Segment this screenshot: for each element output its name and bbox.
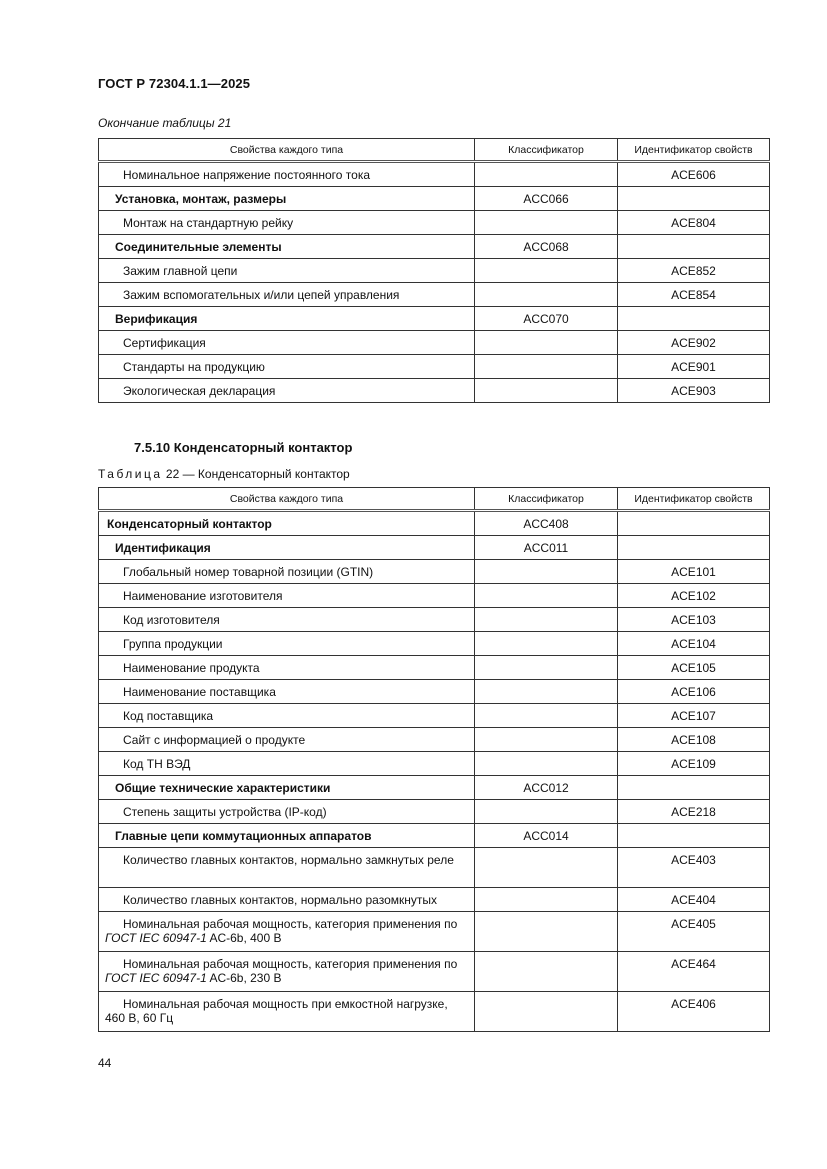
property-id-cell: ACE464 xyxy=(618,952,770,992)
classifier-cell xyxy=(475,560,618,584)
property-cell: Код изготовителя xyxy=(99,608,475,632)
column-header-property-id: Идентификатор свойств xyxy=(618,139,770,162)
property-id-cell: ACE101 xyxy=(618,560,770,584)
classifier-cell xyxy=(475,656,618,680)
property-id-cell: ACE403 xyxy=(618,848,770,888)
property-cell: Код ТН ВЭД xyxy=(99,752,475,776)
table-row xyxy=(99,584,770,608)
classifier-cell xyxy=(475,211,618,235)
property-id-cell: ACE406 xyxy=(618,992,770,1032)
table-row xyxy=(99,259,770,283)
property-cell: Группа продукции xyxy=(99,632,475,656)
property-id-cell: ACE901 xyxy=(618,355,770,379)
property-id-cell: ACE105 xyxy=(618,656,770,680)
property-cell: Наименование поставщика xyxy=(99,680,475,704)
property-cell: Зажим главной цепи xyxy=(99,259,475,283)
table-row xyxy=(99,728,770,752)
property-cell: Экологическая декларация xyxy=(99,379,475,403)
property-cell: Зажим вспомогательных и/или цепей управления xyxy=(99,283,475,307)
table-row xyxy=(99,355,770,379)
property-cell: Конденсаторный контактор xyxy=(99,511,475,536)
property-id-cell: ACE854 xyxy=(618,283,770,307)
property-id-cell: ACE903 xyxy=(618,379,770,403)
table-row xyxy=(99,632,770,656)
classifier-cell xyxy=(475,704,618,728)
classifier-cell: ACC408 xyxy=(475,511,618,536)
classifier-cell: ACC011 xyxy=(475,536,618,560)
property-cell xyxy=(99,912,475,952)
table-row xyxy=(99,511,770,536)
table-row xyxy=(99,187,770,211)
table-row xyxy=(99,704,770,728)
classifier-cell: ACC012 xyxy=(475,776,618,800)
property-cell: Номинальное напряжение постоянного тока xyxy=(99,162,475,187)
classifier-cell xyxy=(475,952,618,992)
table-row xyxy=(99,800,770,824)
property-id-cell xyxy=(618,536,770,560)
classifier-cell xyxy=(475,355,618,379)
property-cell: Сайт с информацией о продукте xyxy=(99,728,475,752)
property-id-cell: ACE405 xyxy=(618,912,770,952)
table-21 xyxy=(98,138,770,403)
property-text: Номинальная рабочая мощность, категория применения по xyxy=(123,917,458,931)
property-cell: Номинальная рабочая мощность при емкостной нагрузке, 460 В, 60 Гц xyxy=(99,992,475,1032)
property-cell: Соединительные элементы xyxy=(99,235,475,259)
section-heading: 7.5.10 Конденсаторный контактор xyxy=(134,440,353,455)
table-row xyxy=(99,307,770,331)
classifier-cell xyxy=(475,379,618,403)
table-row xyxy=(99,162,770,187)
classifier-cell: ACC066 xyxy=(475,187,618,211)
classifier-cell xyxy=(475,888,618,912)
property-id-cell: ACE404 xyxy=(618,888,770,912)
classifier-cell xyxy=(475,584,618,608)
property-cell: Глобальный номер товарной позиции (GTIN) xyxy=(99,560,475,584)
property-cell: Наименование изготовителя xyxy=(99,584,475,608)
table-row xyxy=(99,608,770,632)
property-cell: Код поставщика xyxy=(99,704,475,728)
table-row xyxy=(99,680,770,704)
table-row xyxy=(99,656,770,680)
classifier-cell xyxy=(475,752,618,776)
property-id-cell xyxy=(618,776,770,800)
classifier-cell xyxy=(475,848,618,888)
classifier-cell xyxy=(475,283,618,307)
table-row xyxy=(99,379,770,403)
property-cell: Общие технические характеристики xyxy=(99,776,475,800)
property-cell xyxy=(99,952,475,992)
column-header-property-id: Идентификатор свойств xyxy=(618,488,770,511)
table-header-row xyxy=(99,488,770,511)
property-text: Номинальная рабочая мощность, категория применения по xyxy=(123,957,458,971)
property-cell: Количество главных контактов, нормально разомкнутых xyxy=(99,888,475,912)
property-id-cell: ACE103 xyxy=(618,608,770,632)
property-id-cell: ACE606 xyxy=(618,162,770,187)
classifier-cell: ACC014 xyxy=(475,824,618,848)
table-row xyxy=(99,848,770,888)
table-caption-title: 22 — Конденсаторный контактор xyxy=(162,467,350,481)
column-header-classifier: Классификатор xyxy=(475,139,618,162)
property-text: AC-6b, 400 В xyxy=(206,931,282,945)
property-cell: Наименование продукта xyxy=(99,656,475,680)
table-row xyxy=(99,776,770,800)
table-row xyxy=(99,283,770,307)
property-id-cell: ACE218 xyxy=(618,800,770,824)
classifier-cell xyxy=(475,680,618,704)
classifier-cell xyxy=(475,162,618,187)
table22-caption xyxy=(98,467,350,481)
property-cell: Степень защиты устройства (IP-код) xyxy=(99,800,475,824)
property-id-cell xyxy=(618,235,770,259)
classifier-cell: ACC068 xyxy=(475,235,618,259)
property-id-cell: ACE902 xyxy=(618,331,770,355)
table-header-row xyxy=(99,139,770,162)
table-row xyxy=(99,824,770,848)
classifier-cell xyxy=(475,912,618,952)
property-id-cell: ACE102 xyxy=(618,584,770,608)
classifier-cell: ACC070 xyxy=(475,307,618,331)
column-header-properties: Свойства каждого типа xyxy=(99,488,475,511)
property-cell: Стандарты на продукцию xyxy=(99,355,475,379)
property-id-cell: ACE852 xyxy=(618,259,770,283)
classifier-cell xyxy=(475,728,618,752)
property-cell: Количество главных контактов, нормально замкнутых реле xyxy=(99,848,475,888)
table-row xyxy=(99,912,770,952)
classifier-cell xyxy=(475,800,618,824)
table-22 xyxy=(98,487,770,1032)
property-id-cell: ACE107 xyxy=(618,704,770,728)
column-header-properties: Свойства каждого типа xyxy=(99,139,475,162)
property-cell: Верификация xyxy=(99,307,475,331)
classifier-cell xyxy=(475,632,618,656)
property-cell: Монтаж на стандартную рейку xyxy=(99,211,475,235)
table-row xyxy=(99,211,770,235)
property-cell: Сертификация xyxy=(99,331,475,355)
property-id-cell: ACE109 xyxy=(618,752,770,776)
classifier-cell xyxy=(475,259,618,283)
property-id-cell xyxy=(618,307,770,331)
table-caption-prefix: Таблица xyxy=(98,467,163,481)
table-row xyxy=(99,331,770,355)
property-id-cell xyxy=(618,824,770,848)
table-row xyxy=(99,752,770,776)
standard-reference: ГОСТ IEC 60947-1 xyxy=(105,971,207,985)
property-id-cell xyxy=(618,511,770,536)
column-header-classifier: Классификатор xyxy=(475,488,618,511)
property-id-cell: ACE804 xyxy=(618,211,770,235)
property-text: AC-6b, 230 В xyxy=(206,971,282,985)
standard-reference: ГОСТ IEC 60947-1 xyxy=(105,931,207,945)
document-header: ГОСТ Р 72304.1.1—2025 xyxy=(98,76,251,91)
property-id-cell: ACE106 xyxy=(618,680,770,704)
page-number: 44 xyxy=(98,1056,112,1070)
property-cell: Главные цепи коммутационных аппаратов xyxy=(99,824,475,848)
table-row xyxy=(99,992,770,1032)
table-row xyxy=(99,888,770,912)
table-row xyxy=(99,536,770,560)
property-cell: Установка, монтаж, размеры xyxy=(99,187,475,211)
property-id-cell: ACE108 xyxy=(618,728,770,752)
table21-continuation-label: Окончание таблицы 21 xyxy=(98,116,232,130)
classifier-cell xyxy=(475,608,618,632)
property-cell: Идентификация xyxy=(99,536,475,560)
classifier-cell xyxy=(475,331,618,355)
classifier-cell xyxy=(475,992,618,1032)
property-id-cell: ACE104 xyxy=(618,632,770,656)
table-row xyxy=(99,235,770,259)
table-row xyxy=(99,560,770,584)
table-row xyxy=(99,952,770,992)
property-id-cell xyxy=(618,187,770,211)
